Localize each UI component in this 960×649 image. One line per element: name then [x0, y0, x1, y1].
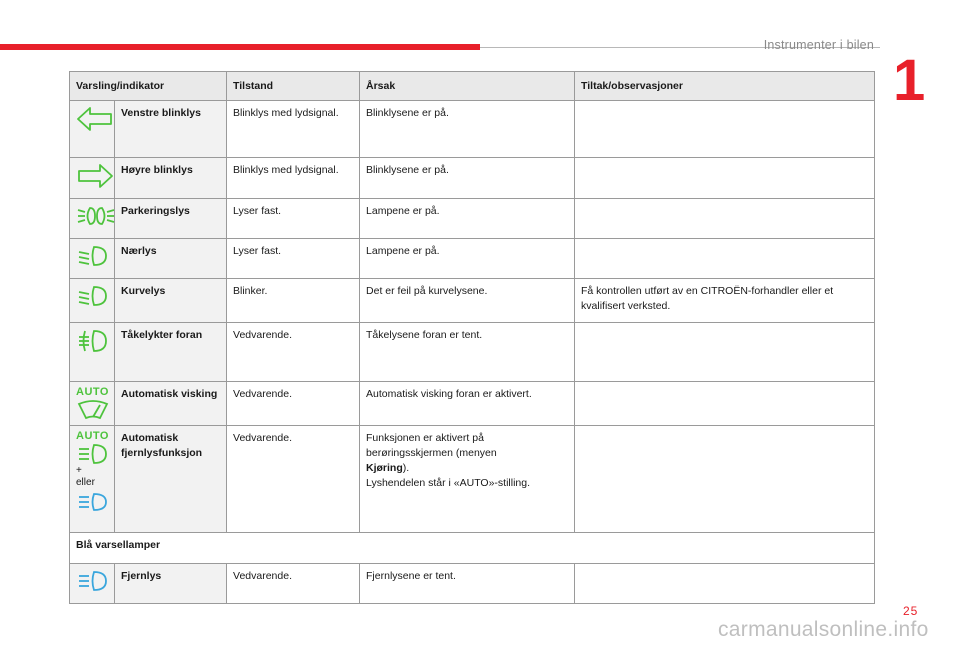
cause-text: Funksjonen er aktivert på berøringsskjermen (menyen	[366, 432, 497, 459]
auto-label: AUTO	[76, 430, 109, 442]
column-header: Tilstand	[227, 72, 360, 101]
action-cell	[575, 101, 875, 158]
cause-cell: Automatisk visking foran er aktivert.	[360, 382, 575, 426]
front-fog-icon	[76, 328, 110, 354]
indicator-name: Automatisk visking	[115, 382, 227, 426]
table-row	[70, 564, 875, 604]
table-row	[70, 279, 875, 323]
action-cell	[575, 158, 875, 199]
table-row	[70, 101, 875, 158]
main-beam-icon	[76, 569, 110, 593]
left-arrow-icon	[76, 106, 114, 132]
indicator-name: Fjernlys	[115, 564, 227, 604]
auto-wiper-icon	[76, 399, 110, 421]
action-cell	[575, 426, 875, 533]
table-row	[70, 158, 875, 199]
action-cell: Få kontrollen utført av en CITROËN-forhandler eller et kvalifisert verksted.	[575, 279, 875, 323]
icon-cell	[70, 101, 115, 158]
action-cell	[575, 199, 875, 239]
cause-cell: Blinklysene er på.	[360, 158, 575, 199]
dipped-beam-icon	[76, 244, 110, 268]
column-header: Årsak	[360, 72, 575, 101]
section-row	[70, 533, 875, 564]
icon-cell	[70, 239, 115, 279]
icon-cell	[70, 158, 115, 199]
action-cell	[575, 323, 875, 382]
table-row	[70, 239, 875, 279]
state-cell: Blinklys med lydsignal.	[227, 158, 360, 199]
icon-cell	[70, 426, 115, 533]
indicator-name: Nærlys	[115, 239, 227, 279]
state-cell: Blinklys med lydsignal.	[227, 101, 360, 158]
indicator-name: Venstre blinklys	[115, 101, 227, 158]
indicator-name: Automatisk fjernlysfunksjon	[115, 426, 227, 533]
right-arrow-icon	[76, 163, 114, 189]
cause-cell: Tåkelysene foran er tent.	[360, 323, 575, 382]
state-cell: Blinker.	[227, 279, 360, 323]
state-cell: Vedvarende.	[227, 564, 360, 604]
indicator-name: Parkeringslys	[115, 199, 227, 239]
action-cell	[575, 239, 875, 279]
page-number: 25	[903, 604, 919, 618]
cause-text: ).	[402, 462, 410, 474]
menu-keyword: Kjøring	[366, 462, 403, 474]
section-title: Instrumenter i bilen	[763, 38, 874, 52]
table-row	[70, 426, 875, 533]
cause-text: Lyshendelen står i «AUTO»-stilling.	[366, 477, 531, 489]
indicator-name: Tåkelykter foran	[115, 323, 227, 382]
state-cell: Vedvarende.	[227, 382, 360, 426]
table-header-row	[70, 72, 875, 101]
table-row	[70, 382, 875, 426]
icon-cell	[70, 199, 115, 239]
state-cell: Vedvarende.	[227, 426, 360, 533]
plus-sign: +	[76, 465, 82, 476]
parking-lights-icon	[76, 204, 116, 228]
table-row	[70, 323, 875, 382]
main-beam-icon	[76, 492, 110, 512]
cause-cell: Det er feil på kurvelysene.	[360, 279, 575, 323]
warning-lights-table	[69, 71, 875, 604]
state-cell: Lyser fast.	[227, 199, 360, 239]
header-red-bar	[0, 44, 480, 50]
section-heading: Blå varsellamper	[70, 533, 875, 564]
cause-cell: Lampene er på.	[360, 239, 575, 279]
state-cell: Lyser fast.	[227, 239, 360, 279]
column-header: Tiltak/observasjoner	[575, 72, 875, 101]
cause-cell: Lampene er på.	[360, 199, 575, 239]
cause-cell: Fjernlysene er tent.	[360, 564, 575, 604]
icon-cell	[70, 382, 115, 426]
table-row	[70, 199, 875, 239]
state-cell: Vedvarende.	[227, 323, 360, 382]
indicator-name: Kurvelys	[115, 279, 227, 323]
auto-label: AUTO	[76, 386, 109, 398]
cornering-light-icon	[76, 284, 110, 308]
auto-headlamp-icon	[76, 443, 110, 465]
column-header: Varsling/indikator	[70, 72, 227, 101]
chapter-number: 1	[893, 48, 926, 113]
watermark: carmanualsonline.info	[718, 618, 929, 641]
cause-cell	[360, 426, 575, 533]
action-cell	[575, 382, 875, 426]
indicator-name: Høyre blinklys	[115, 158, 227, 199]
icon-cell	[70, 323, 115, 382]
icon-cell	[70, 279, 115, 323]
cause-cell: Blinklysene er på.	[360, 101, 575, 158]
or-label: eller	[76, 477, 95, 488]
icon-cell	[70, 564, 115, 604]
action-cell	[575, 564, 875, 604]
